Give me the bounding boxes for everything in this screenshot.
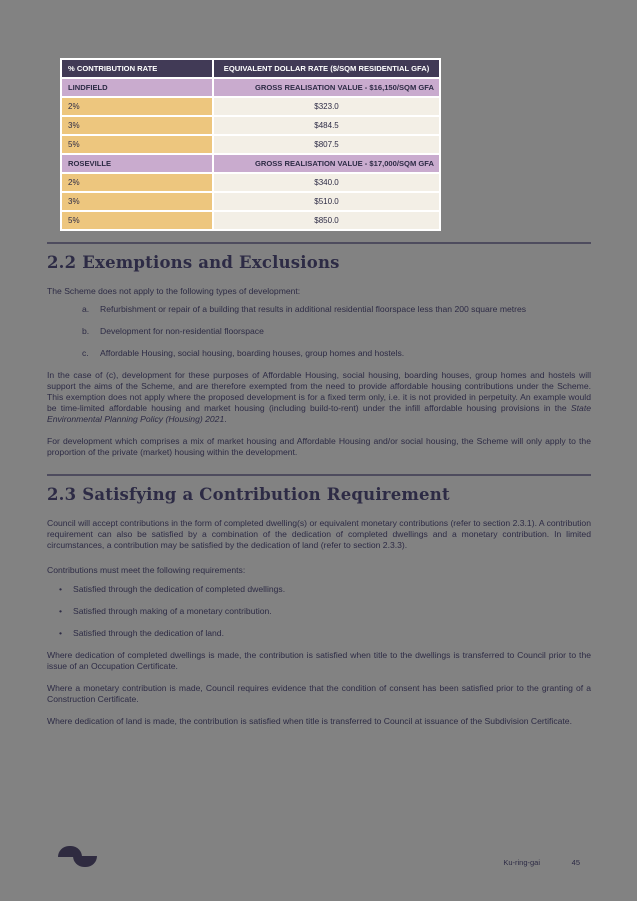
page-number: 45	[571, 858, 580, 867]
value-cell: $807.5	[214, 136, 439, 153]
exemptions-paragraph	[47, 370, 591, 425]
sepp-reference: State Environmental Planning Policy (Housing) 2021	[47, 403, 591, 424]
list-item-text: Satisfied through making of a monetary contribution.	[73, 606, 272, 616]
requirements-intro: Contributions must meet the following requirements:	[47, 565, 246, 575]
list-item	[47, 326, 591, 337]
monetary-contribution-paragraph: Where a monetary contribution is made, Council requires evidence that the condition of consent has been satisfied prior to the granting of a Construction Certificate.	[47, 683, 591, 704]
rate-cell: 3%	[62, 193, 212, 210]
list-marker: a.	[82, 304, 90, 314]
section-title-satisfying: 2.3 Satisfying a Contribution Requirement	[47, 485, 450, 504]
bullet-icon: •	[59, 584, 63, 594]
rate-cell: 5%	[62, 212, 212, 229]
section-divider	[47, 242, 591, 244]
rate-cell: 2%	[62, 174, 212, 191]
mixed-development-paragraph: For development which comprises a mix of market housing and Affordable Housing and/or social housing, the Scheme will only apply to the proportion of the private (market) housing within the development.	[47, 436, 591, 457]
value-cell: $340.0	[214, 174, 439, 191]
paragraph-text: .	[224, 414, 227, 424]
group-value-header: GROSS REALISATION VALUE - $17,000/SQM GFA	[214, 155, 439, 172]
list-marker: b.	[82, 326, 90, 336]
list-item-text: Satisfied through the dedication of land.	[73, 628, 224, 638]
footer-brand: Ku-ring-gai	[503, 858, 540, 867]
contribution-forms-paragraph: Council will accept contributions in the form of completed dwelling(s) or equivalent monetary contributions (refer to section 2.3.1). A contribution requirement can also be satisfied by a combination of the dedication of completed dwellings and a monetary contribution. In limited circumstances, a contribution may be satisfied by the dedication of land (refer to section 2.3.3).	[47, 518, 591, 550]
rate-cell: 5%	[62, 136, 212, 153]
paragraph-text: In the case of (c), development for these purposes of Affordable Housing, social housing, boarding houses, group homes and hostels will support the aims of the Scheme, and are therefore exempted from the need to provide affordable housing contributions under the Scheme. This exemption does not apply where the proposed development is for a fixed term only, i.e. it is not provided in perpetuity. An example would be time-limited affordable housing and market housing (including build-to-rent) under the infill affordable housing provisions in the	[47, 370, 591, 413]
list-marker: c.	[82, 348, 89, 358]
list-item-text: Development for non-residential floorspace	[100, 326, 264, 336]
group-value-header: GROSS REALISATION VALUE - $16,150/SQM GFA	[214, 79, 439, 96]
list-item	[47, 628, 591, 639]
list-item-text: Affordable Housing, social housing, boarding houses, group homes and hostels.	[100, 348, 405, 358]
value-cell: $484.5	[214, 117, 439, 134]
value-cell: $323.0	[214, 98, 439, 115]
group-name: ROSEVILLE	[62, 155, 212, 172]
list-item	[47, 584, 591, 595]
logo-bottom-hump	[73, 856, 97, 867]
column-header-contribution-rate: % CONTRIBUTION RATE	[62, 60, 212, 77]
rate-cell: 2%	[62, 98, 212, 115]
column-header-dollar-rate: EQUIVALENT DOLLAR RATE ($/SQM RESIDENTIAL GFA)	[214, 60, 439, 77]
dwellings-dedication-paragraph: Where dedication of completed dwellings is made, the contribution is satisfied when title to the dwellings is transferred to Council prior to the issue of an Occupation Certificate.	[47, 650, 591, 671]
value-cell: $850.0	[214, 212, 439, 229]
list-item-text: Refurbishment or repair of a building that results in additional residential floorspace less than 200 square metres	[100, 304, 527, 314]
list-item	[47, 304, 591, 315]
exemptions-list	[47, 304, 591, 359]
exemptions-intro: The Scheme does not apply to the following types of development:	[47, 286, 301, 296]
bullet-icon: •	[59, 606, 63, 616]
council-wave-logo-icon	[58, 846, 98, 868]
bullet-icon: •	[59, 628, 63, 638]
section-title-exemptions: 2.2 Exemptions and Exclusions	[47, 253, 340, 272]
list-item-text: Satisfied through the dedication of completed dwellings.	[73, 584, 286, 594]
list-item	[47, 606, 591, 617]
rate-cell: 3%	[62, 117, 212, 134]
section-divider	[47, 474, 591, 476]
group-name: LINDFIELD	[62, 79, 212, 96]
document-body	[47, 0, 591, 727]
requirements-list	[47, 584, 591, 639]
land-dedication-paragraph: Where dedication of land is made, the contribution is satisfied when title is transferred to Council at issuance of the Subdivision Certificate.	[47, 716, 572, 726]
value-cell: $510.0	[214, 193, 439, 210]
list-item	[47, 348, 591, 359]
